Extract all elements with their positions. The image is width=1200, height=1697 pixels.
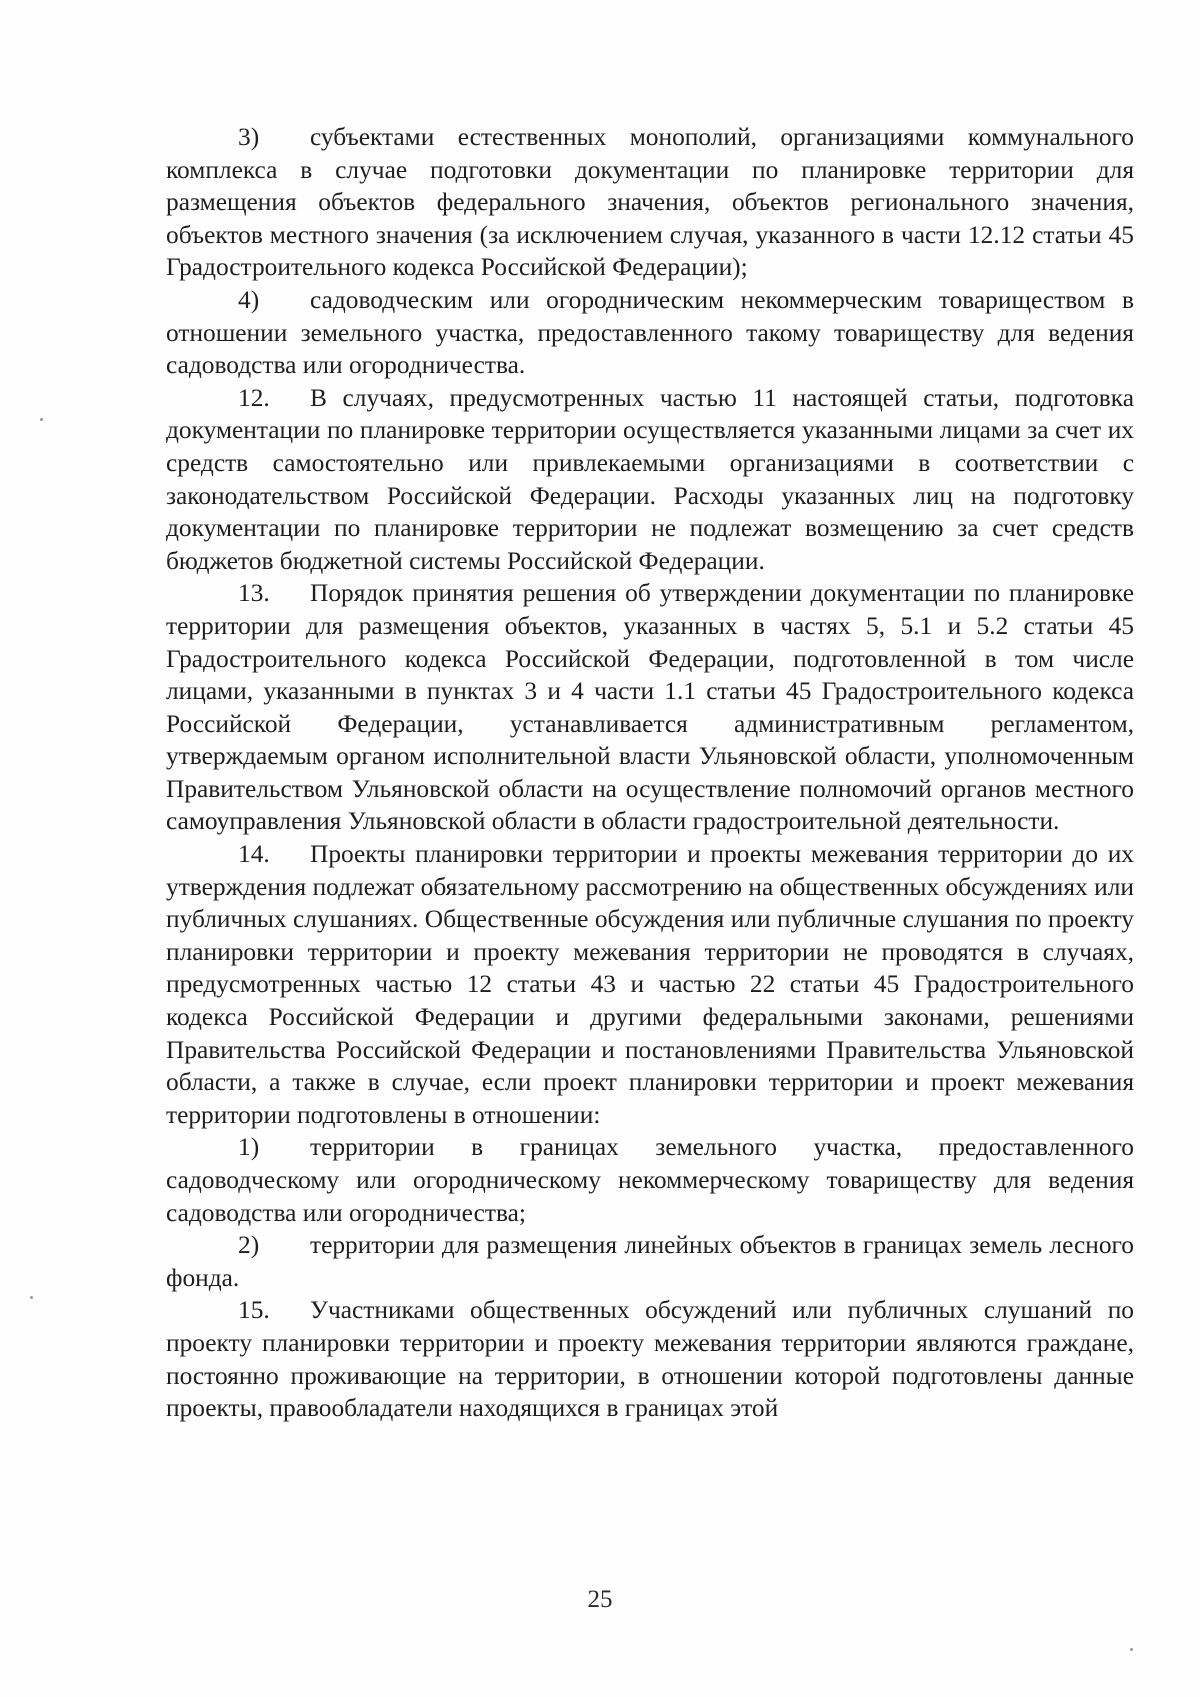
item-number: 14. (238, 840, 270, 869)
scan-speck (30, 1296, 33, 1299)
paragraph-text: В случаях, предусмотренных частью 11 настоящей статьи, подготовка документации по планировке территории осуществляется указанными лицами за счет их средств самостоятельно или привлекаемыми организациями в соответствии с законодательством Российской Федерации. Расходы указанных лиц на подготовку документации по планировке территории не подлежат возмещению за счет средств бюджетов бюджетной системы Российской Федерации. (166, 383, 1134, 575)
scan-speck (40, 418, 43, 421)
item-number: 1) (238, 1133, 260, 1162)
paragraph-4 (166, 284, 1134, 382)
paragraph-13 (166, 577, 1134, 838)
paragraph-14 (166, 838, 1134, 1131)
item-number: 2) (238, 1231, 260, 1260)
page-number: 25 (587, 1586, 613, 1613)
item-number: 12. (238, 383, 270, 412)
item-number: 15. (238, 1296, 270, 1325)
item-number: 4) (238, 285, 260, 314)
paragraph-text: территории для размещения линейных объектов в границах земель лесного фонда. (166, 1231, 1134, 1292)
paragraph-text: субъектами естественных монополий, организациями коммунального комплекса в случае подготовки документации по планировке территории для размещения объектов федерального значения, объектов регионального значения, объектов местного значения (за исключением случая, указанного в части 12.12 статьи 45 Градостроительного кодекса Российской Федерации); (166, 123, 1134, 282)
paragraph-text: Проекты планировки территории и проекты межевания территории до их утверждения подлежат обязательному рассмотрению на общественных обсуждениях или публичных слушаниях. Общественные обсуждения или публичные слушания по проекту планировки территории и проекту межевания территории не проводятся в случаях, предусмотренных частью 12 статьи 43 и частью 22 статьи 45 Градостроительного кодекса Российской Федерации и другими федеральными законами, решениями Правительства Российской Федерации и постановлениями Правительства Ульяновской области, а также в случае, если проект планировки территории и проект межевания территории подготовлены в отношении: (166, 840, 1134, 1129)
paragraph-15 (166, 1294, 1134, 1424)
item-number: 13. (238, 579, 270, 608)
scan-speck (1130, 1648, 1133, 1651)
document-body (166, 121, 1134, 1425)
paragraph-text: Порядок принятия решения об утверждении документации по планировке территории для размещения объектов, указанных в частях 5, 5.1 и 5.2 статьи 45 Градостроительного кодекса Российской Федерации, подготовленной в том числе лицами, указанными в пунктах 3 и 4 части 1.1 статьи 45 Градостроительного кодекса Российской Федерации, устанавливается административным регламентом, утверждаемым органом исполнительной власти Ульяновской области, уполномоченным Правительством Ульяновской области на осуществление полномочий органов местного самоуправления Ульяновской области в области градостроительной деятельности. (166, 579, 1134, 836)
paragraph-3 (166, 121, 1134, 284)
paragraph-text: садоводческим или огородническим некоммерческим товариществом в отношении земельного участка, предоставленного такому товариществу для ведения садоводства или огородничества. (166, 285, 1134, 380)
paragraph-text: территории в границах земельного участка, предоставленного садоводческому или огородническому некоммерческому товариществу для ведения садоводства или огородничества; (166, 1133, 1134, 1227)
paragraph-12 (166, 382, 1134, 578)
subitem-2 (166, 1229, 1134, 1294)
paragraph-text: Участниками общественных обсуждений или публичных слушаний по проекту планировки территории и проекту межевания территории являются граждане, постоянно проживающие на территории, в отношении которой подготовлены данные проекты, правообладатели находящихся в границах этой (166, 1296, 1134, 1423)
subitem-1 (166, 1131, 1134, 1229)
item-number: 3) (238, 123, 260, 151)
